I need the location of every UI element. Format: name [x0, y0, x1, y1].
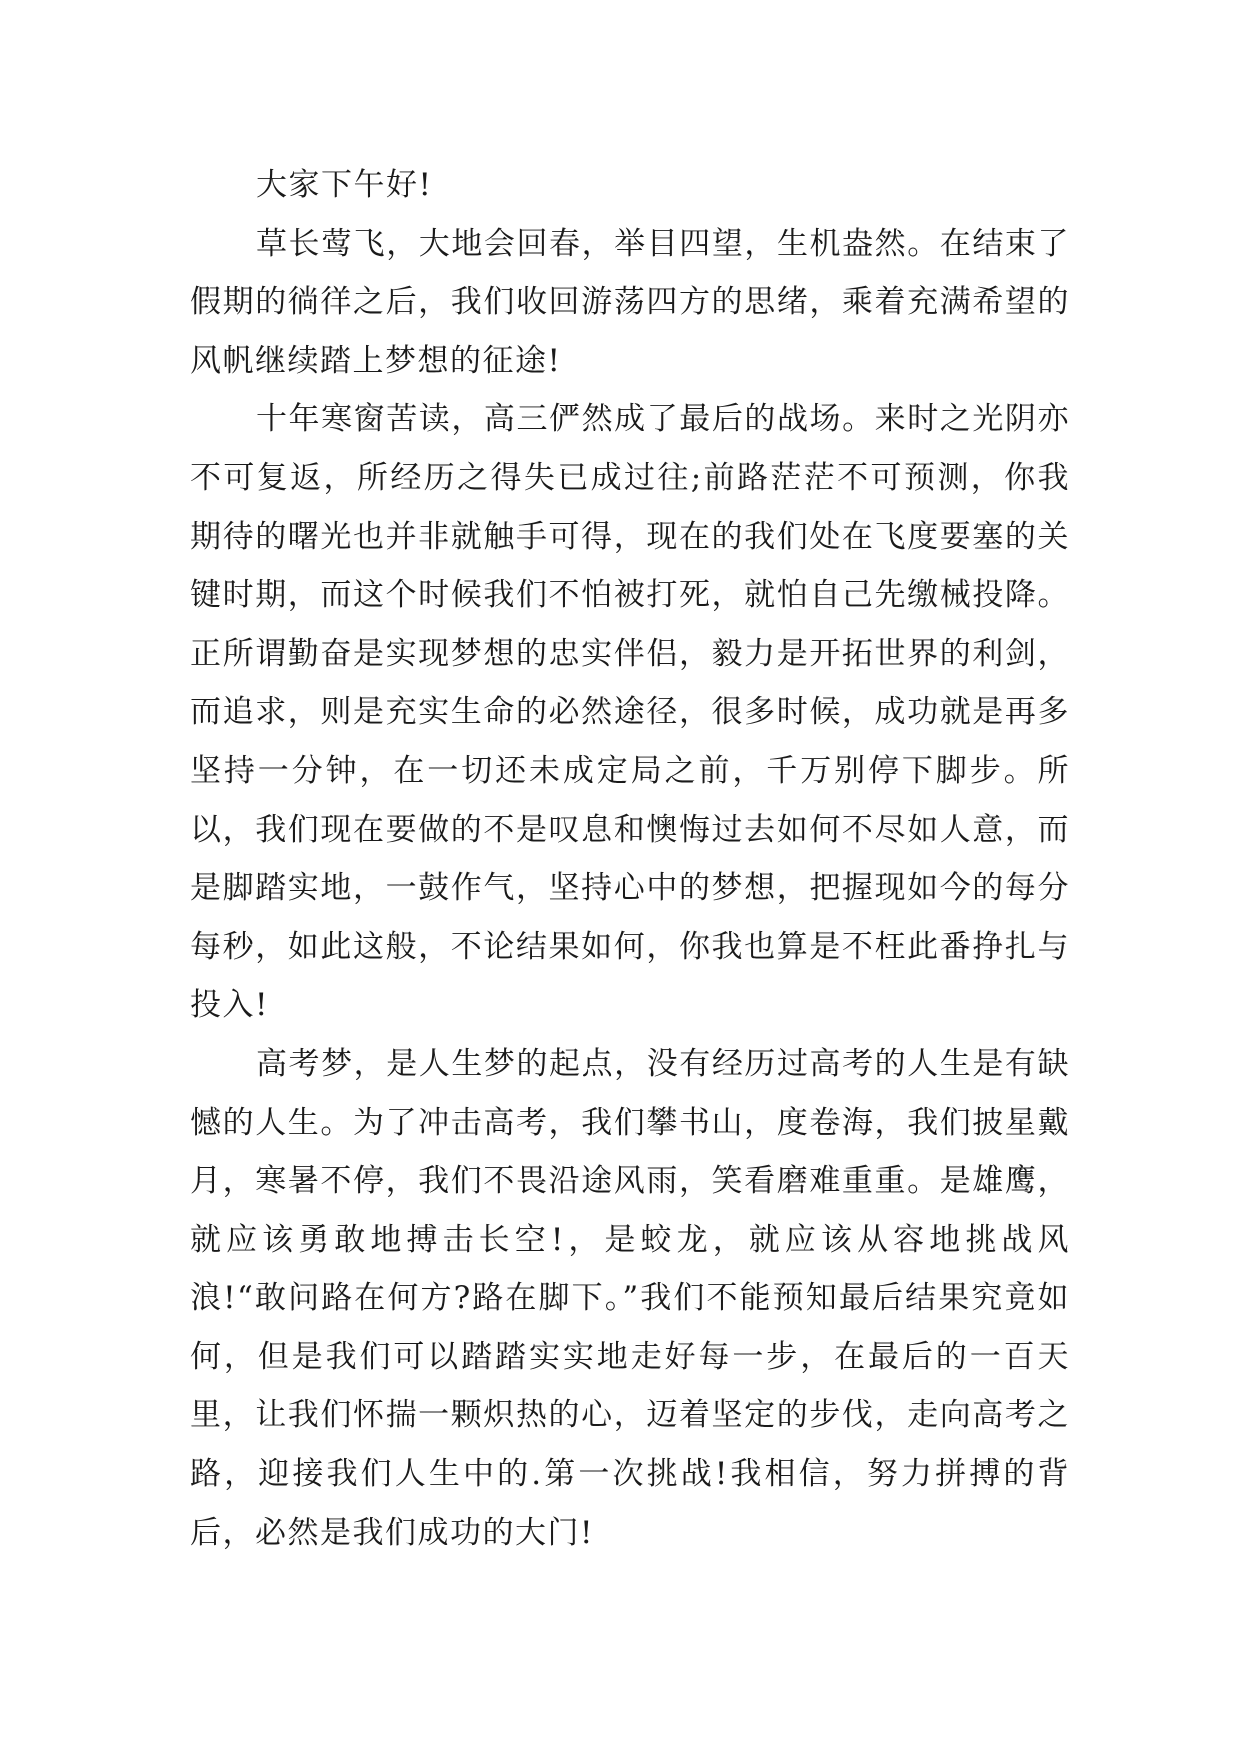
speech-body — [190, 156, 1070, 1562]
paragraph-spring: 草长莺飞，大地会回春，举目四望，生机盎然。在结束了假期的徜徉之后，我们收回游荡四方的思绪，乘着充满希望的风帆继续踏上梦想的征途! — [190, 225, 1070, 379]
paragraph-greeting: 大家下午好! — [256, 167, 433, 203]
paragraph-senior-year: 十年寒窗苦读，高三俨然成了最后的战场。来时之光阴亦不可复返，所经历之得失已成过往;前路茫茫不可预测，你我期待的曙光也并非就触手可得，现在的我们处在飞度要塞的关键时期，而这个时候我们不怕被打死，就怕自己先缴械投降。正所谓勤奋是实现梦想的忠实伴侣，毅力是开拓世界的利剑，而追求，则是充实生命的必然途径，很多时候，成功就是再多坚持一分钟，在一切还未成定局之前，千万别停下脚步。所以，我们现在要做的不是叹息和懊悔过去如何不尽如人意，而是脚踏实地，一鼓作气，坚持心中的梦想，把握现如今的每分每秒，如此这般，不论结果如何，你我也算是不枉此番挣扎与投入! — [190, 401, 1070, 1024]
paragraph-gaokao-dream: 高考梦，是人生梦的起点，没有经历过高考的人生是有缺憾的人生。为了冲击高考，我们攀书山，度卷海，我们披星戴月，寒暑不停，我们不畏沿途风雨，笑看磨难重重。是雄鹰，就应该勇敢地搏击长空!，是蛟龙，就应该从容地挑战风浪!“敢问路在何方?路在脚下。”我们不能预知最后结果究竟如何，但是我们可以踏踏实实地走好每一步，在最后的一百天里，让我们怀揣一颗炽热的心，迈着坚定的步伐，走向高考之路，迎接我们人生中的.第一次挑战!我相信，努力拼搏的背后，必然是我们成功的大门! — [190, 1045, 1070, 1551]
